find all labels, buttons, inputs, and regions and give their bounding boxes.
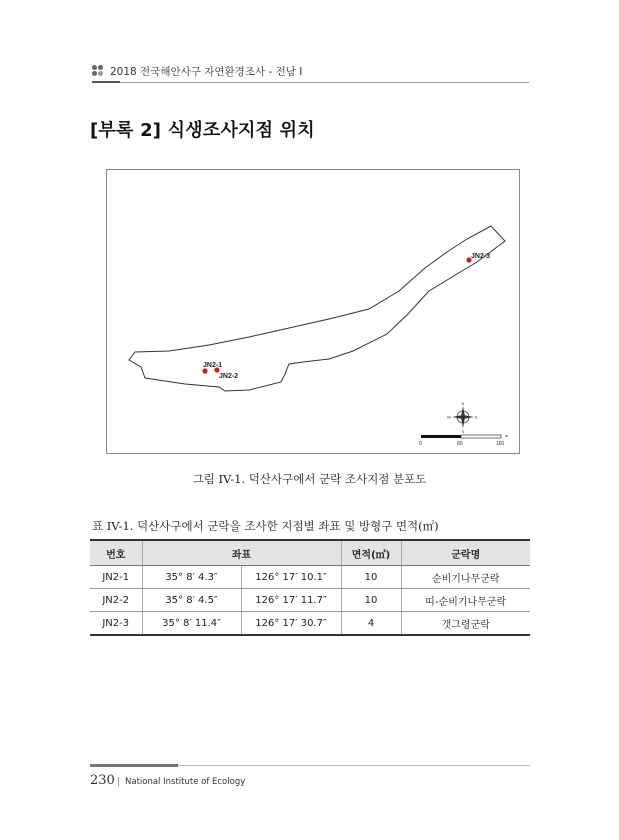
cell-lat: 35° 8′ 11.4″ — [142, 612, 241, 636]
footer-rule-accent — [90, 764, 178, 767]
footer-separator: | — [117, 777, 121, 787]
cell-area: 10 — [341, 589, 401, 612]
scale-tick-80: 80 — [457, 441, 463, 447]
figure-caption: 그림 IV-1. 덕산사구에서 군락 조사지점 분포도 — [192, 472, 427, 486]
page-title: [부록 2] 식생조사지점 위치 — [90, 120, 315, 141]
scale-unit: m — [505, 433, 509, 438]
table-caption: 표 IV-1. 덕산사구에서 군락을 조사한 지점별 좌표 및 방형구 면적(㎡) — [92, 519, 439, 533]
table-row — [90, 566, 530, 589]
cell-lon: 126° 17′ 30.7″ — [241, 612, 341, 636]
map-canvas — [107, 170, 519, 453]
cell-no: JN2-2 — [90, 589, 142, 612]
scale-bar — [419, 433, 509, 447]
cell-area: 10 — [341, 566, 401, 589]
survey-site-table — [90, 539, 530, 636]
cell-lat: 35° 8′ 4.3″ — [142, 566, 241, 589]
map-label-jn2-2: JN2-2 — [219, 373, 239, 380]
header-rule — [92, 82, 529, 83]
cell-lon: 126° 17′ 11.7″ — [241, 589, 341, 612]
cell-no: JN2-1 — [90, 566, 142, 589]
page-number: 230 — [90, 773, 115, 788]
header-coordinates: 좌표 — [142, 540, 341, 566]
cell-lon: 126° 17′ 10.1″ — [241, 566, 341, 589]
running-header — [92, 63, 302, 79]
compass-icon — [447, 401, 478, 434]
cell-community: 띠-순비기나무군락 — [401, 589, 530, 612]
header-community: 군락명 — [401, 540, 530, 566]
table-header-row — [90, 540, 530, 566]
compass-s: S — [461, 429, 465, 434]
compass-e: E — [475, 414, 478, 420]
survey-site-map — [106, 169, 520, 454]
cell-community: 순비기나무군락 — [401, 566, 530, 589]
header-rule-accent — [92, 81, 120, 83]
compass-w: W — [447, 414, 451, 420]
footer-org: National Institute of Ecology — [125, 777, 246, 787]
map-label-jn2-3: JN2-3 — [471, 253, 491, 260]
scale-tick-0: 0 — [419, 441, 422, 447]
table-row — [90, 589, 530, 612]
header-dots-icon — [92, 65, 104, 77]
cell-area: 4 — [341, 612, 401, 636]
header-no: 번호 — [90, 540, 142, 566]
cell-community: 갯그령군락 — [401, 612, 530, 636]
table-row — [90, 612, 530, 636]
cell-lat: 35° 8′ 4.5″ — [142, 589, 241, 612]
map-point-jn2-1 — [202, 368, 207, 373]
map-label-jn2-1: JN2-1 — [203, 362, 223, 369]
header-text: 2018 전국해안사구 자연환경조사 - 전남 I — [110, 65, 303, 78]
scale-tick-160: 160 — [496, 441, 505, 447]
dune-outline — [129, 226, 505, 391]
cell-no: JN2-3 — [90, 612, 142, 636]
compass-n: N — [461, 401, 465, 406]
header-area: 면적(㎡) — [341, 540, 401, 566]
